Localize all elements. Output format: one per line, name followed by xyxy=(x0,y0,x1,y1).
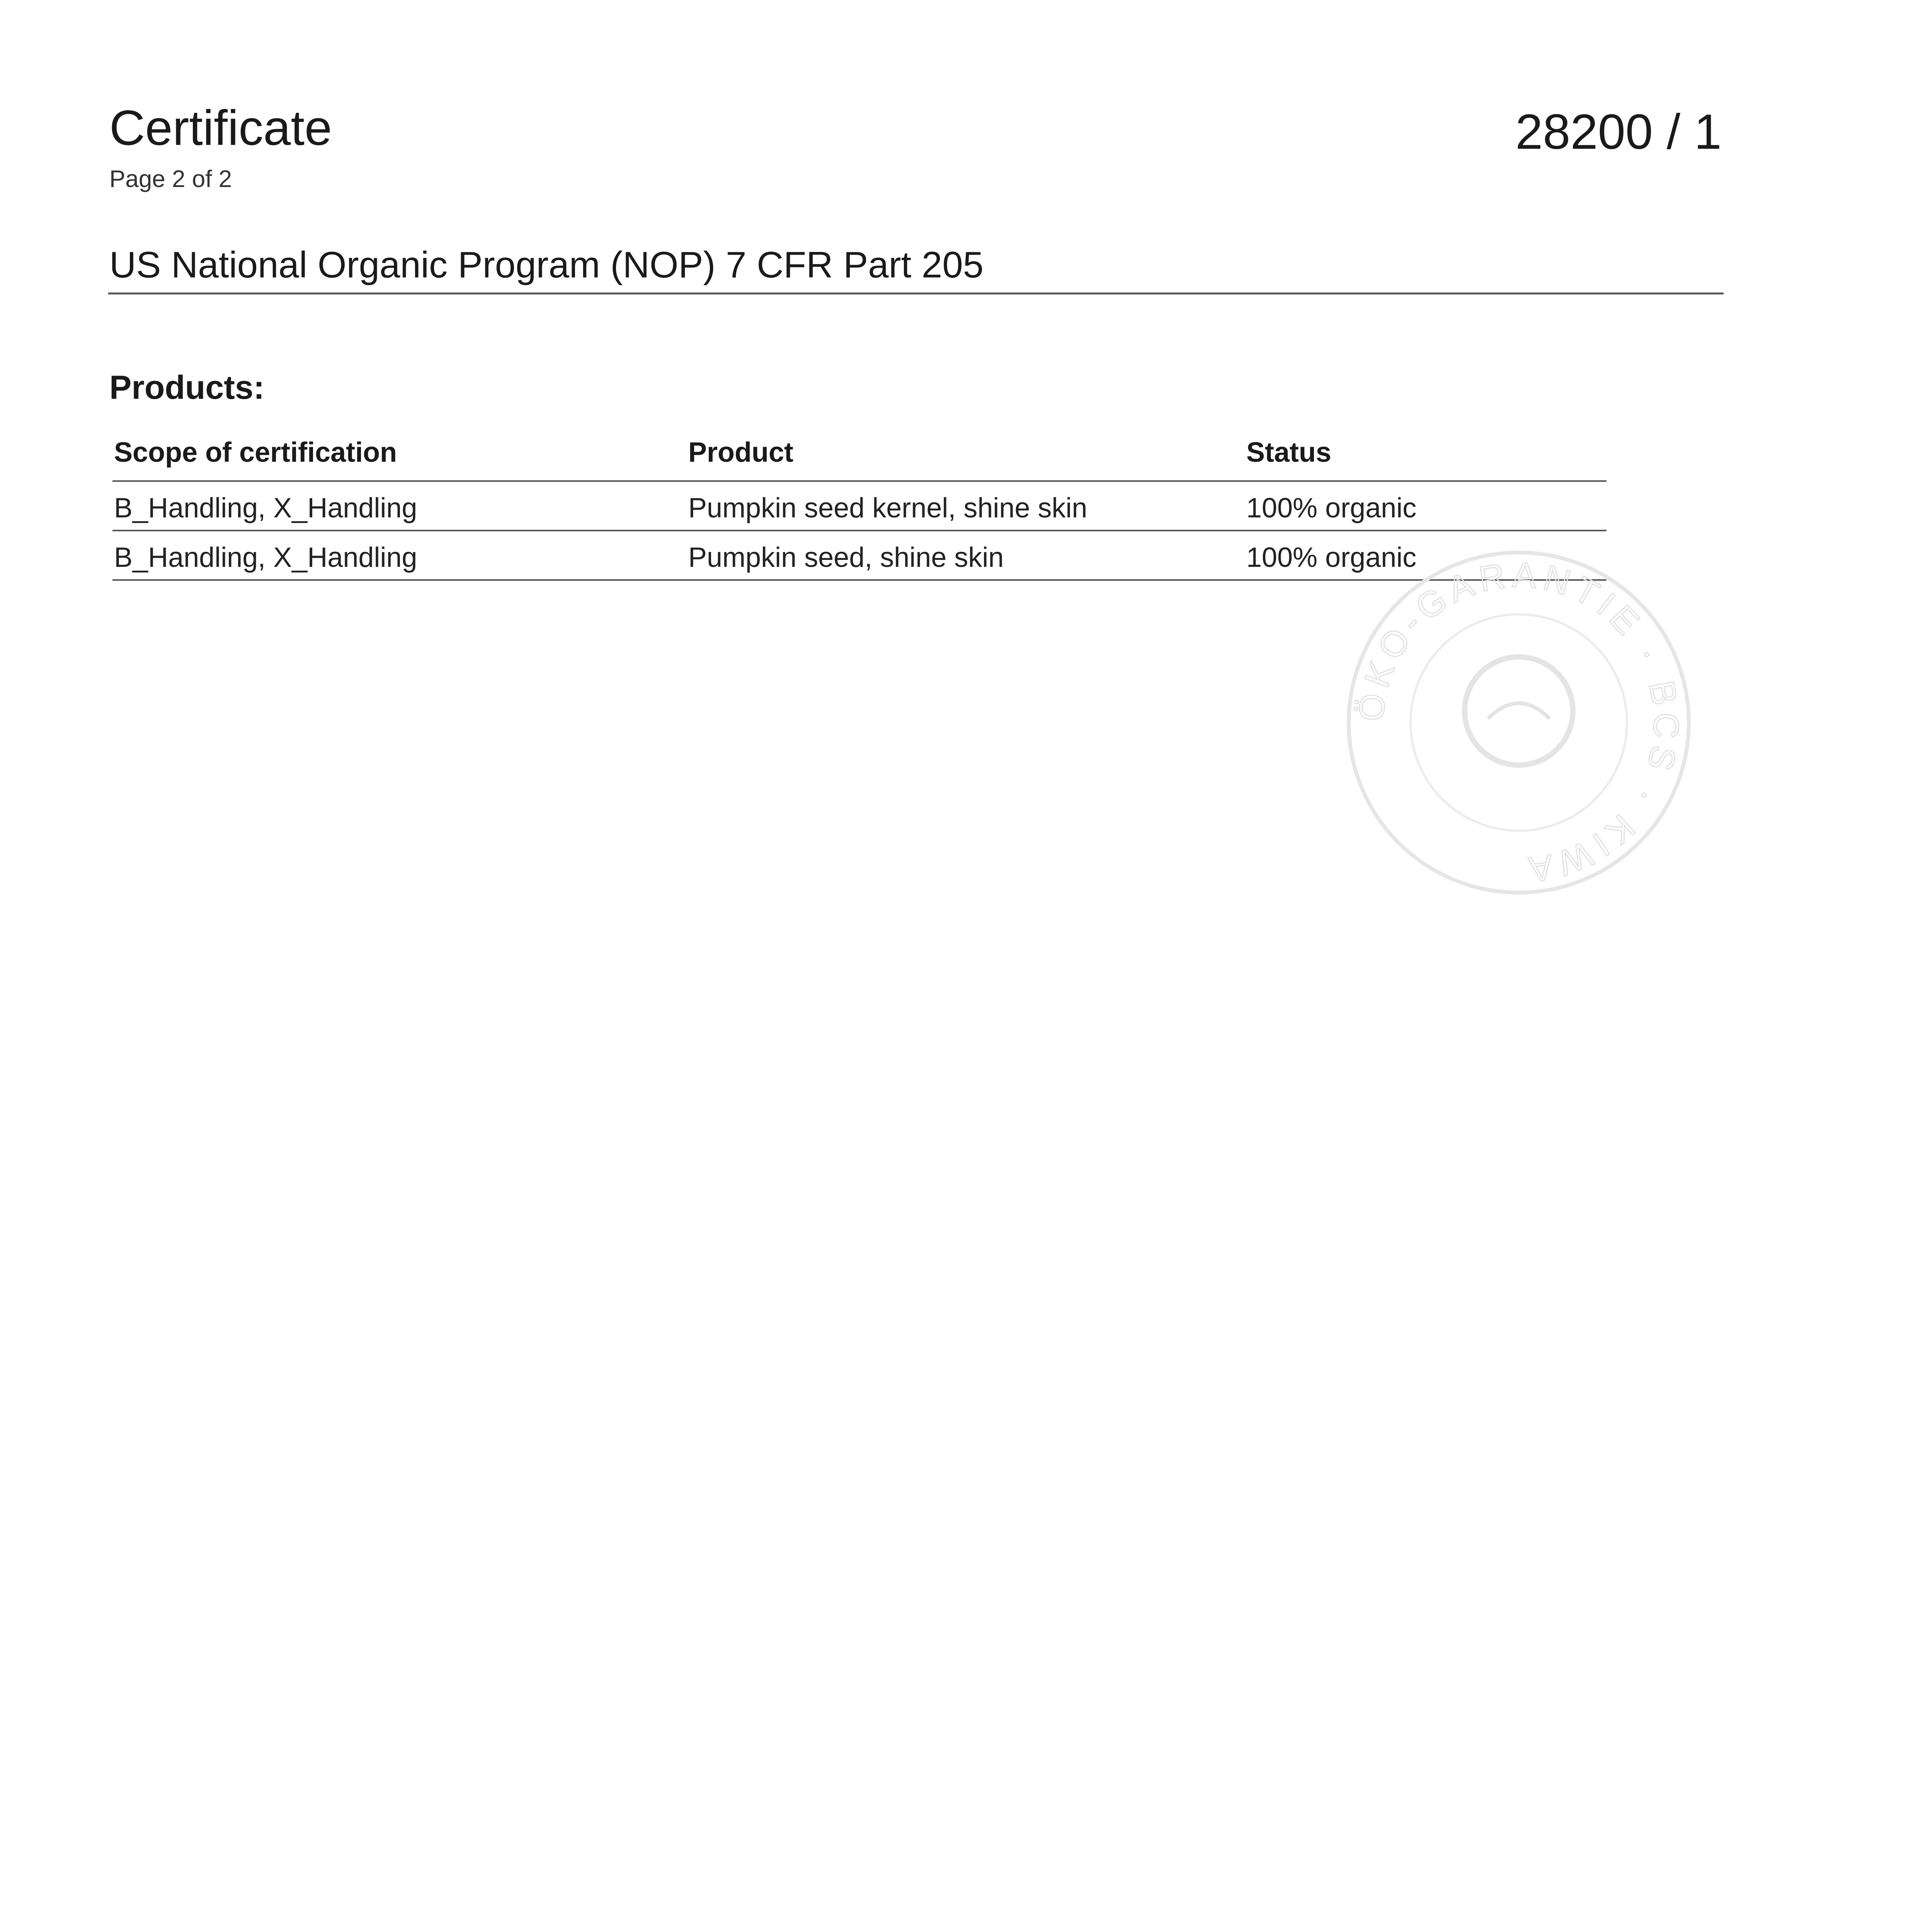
svg-text:ÖKO-GARANTIE · BCS · KIWA xyxy=(1351,555,1686,890)
certificate-number: 28200 / 1 xyxy=(1515,104,1722,160)
product-cell: Pumpkin seed kernel, shine skin xyxy=(688,493,1087,524)
program-title: US National Organic Program (NOP) 7 CFR Part 205 xyxy=(109,244,984,286)
products-heading: Products: xyxy=(109,369,265,406)
status-cell: 100% organic xyxy=(1246,493,1417,524)
scope-cell: B_Handling, X_Handling xyxy=(114,542,417,573)
product-cell: Pumpkin seed, shine skin xyxy=(688,542,1004,573)
table-header-row xyxy=(112,431,1606,482)
seal-text: ÖKO-GARANTIE · BCS · KIWA xyxy=(1351,555,1686,890)
scope-cell: B_Handling, X_Handling xyxy=(114,493,417,524)
document-title: Certificate xyxy=(109,100,332,156)
column-header-status: Status xyxy=(1246,437,1332,468)
table-row xyxy=(112,482,1606,531)
column-header-scope: Scope of certification xyxy=(114,437,397,468)
embossed-seal xyxy=(1333,537,1704,908)
page-number: Page 2 of 2 xyxy=(109,166,232,192)
divider xyxy=(108,293,1724,294)
status-cell: 100% organic xyxy=(1246,542,1417,573)
column-header-product: Product xyxy=(688,437,794,468)
